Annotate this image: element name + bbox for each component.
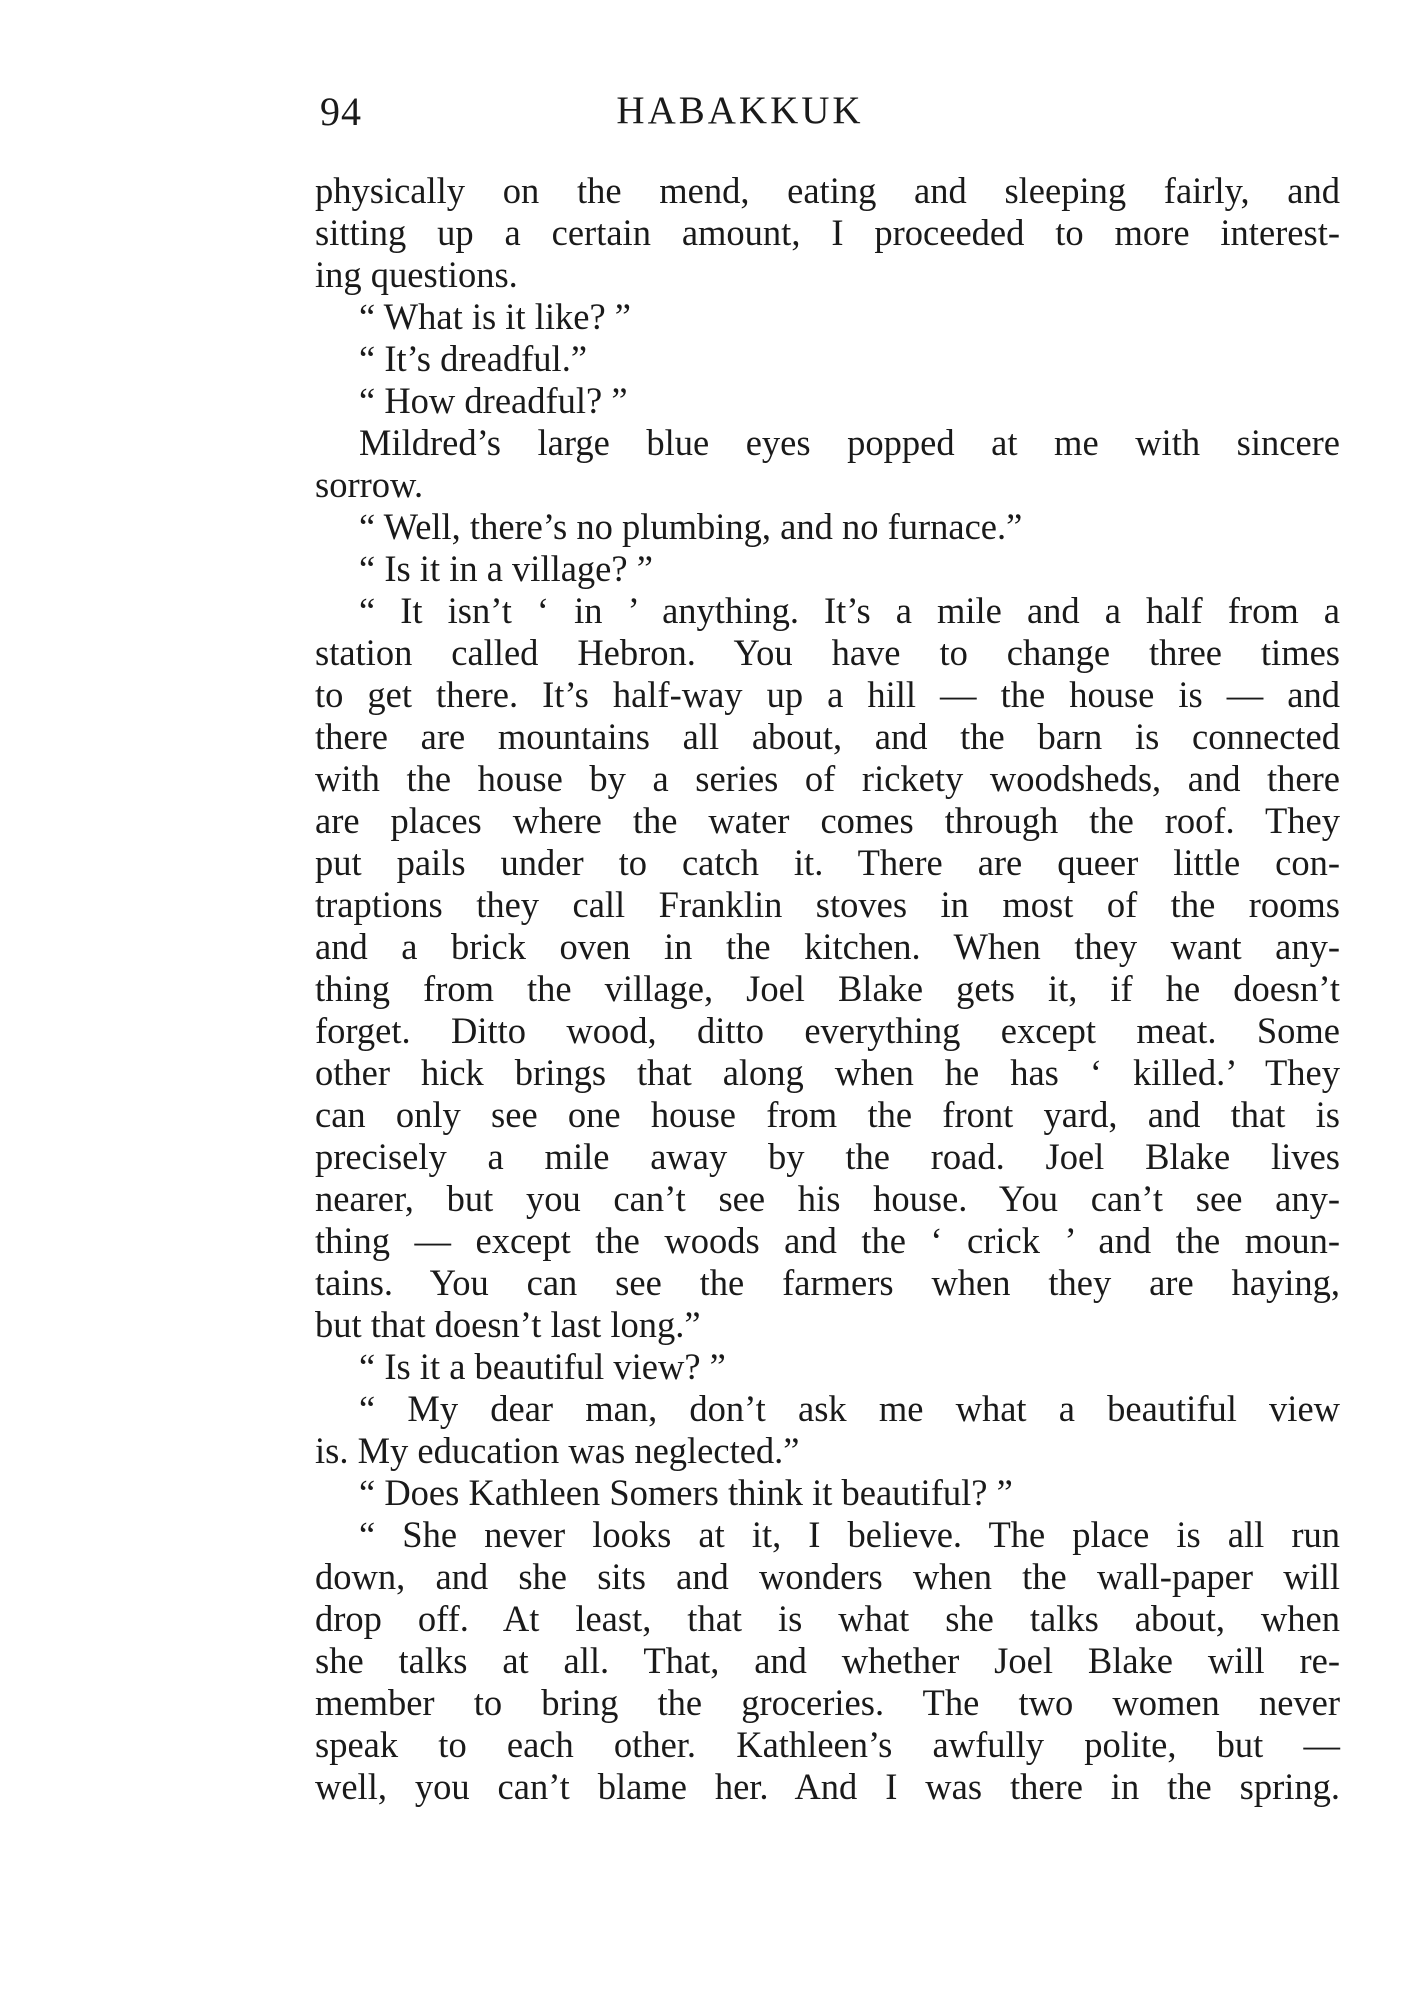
text-line: to get there. It’s half-way up a hill — the house is — and bbox=[315, 674, 1340, 715]
text-line: well, you can’t blame her. And I was there in the spring. bbox=[315, 1766, 1340, 1807]
text-line: thing from the village, Joel Blake gets it, if he doesn’t bbox=[315, 968, 1340, 1009]
text-line: station called Hebron. You have to change three times bbox=[315, 632, 1340, 673]
text-line: “ What is it like? ” bbox=[359, 296, 631, 337]
text-line: precisely a mile away by the road. Joel Blake lives bbox=[315, 1136, 1340, 1177]
text-line: Mildred’s large blue eyes popped at me with sincere bbox=[359, 422, 1340, 463]
page-header bbox=[320, 88, 1160, 138]
text-line: nearer, but you can’t see his house. You can’t see any- bbox=[315, 1178, 1340, 1219]
text-line: “ It’s dreadful.” bbox=[359, 338, 588, 379]
text-line: traptions they call Franklin stoves in most of the rooms bbox=[315, 884, 1340, 925]
text-line: and a brick oven in the kitchen. When they want any- bbox=[315, 926, 1340, 967]
page-number: 94 bbox=[320, 89, 362, 134]
text-line: “ My dear man, don’t ask me what a beautiful view bbox=[359, 1388, 1340, 1429]
text-line: thing — except the woods and the ‘ crick ’ and the moun- bbox=[315, 1220, 1340, 1261]
text-line: sitting up a certain amount, I proceeded to more interest- bbox=[315, 212, 1340, 253]
text-line: but that doesn’t last long.” bbox=[315, 1304, 701, 1345]
running-head: HABAKKUK bbox=[616, 89, 864, 132]
text-line: down, and she sits and wonders when the wall-paper will bbox=[315, 1556, 1340, 1597]
text-line: put pails under to catch it. There are queer little con- bbox=[315, 842, 1340, 883]
text-line: other hick brings that along when he has ‘ killed.’ They bbox=[315, 1052, 1340, 1093]
text-line: are places where the water comes through the roof. They bbox=[315, 800, 1340, 841]
text-line: with the house by a series of rickety woodsheds, and there bbox=[315, 758, 1340, 799]
text-line: “ Is it in a village? ” bbox=[359, 548, 653, 589]
text-line: can only see one house from the front yard, and that is bbox=[315, 1094, 1340, 1135]
text-line: ing questions. bbox=[315, 254, 518, 295]
text-line: member to bring the groceries. The two women never bbox=[315, 1682, 1340, 1723]
text-line: “ How dreadful? ” bbox=[359, 380, 628, 421]
text-line: “ Does Kathleen Somers think it beautiful? ” bbox=[359, 1472, 1013, 1513]
text-line: “ Is it a beautiful view? ” bbox=[359, 1346, 726, 1387]
text-line: “ It isn’t ‘ in ’ anything. It’s a mile and a half from a bbox=[359, 590, 1340, 631]
text-line: she talks at all. That, and whether Joel Blake will re- bbox=[315, 1640, 1340, 1681]
text-line: speak to each other. Kathleen’s awfully polite, but — bbox=[315, 1724, 1340, 1765]
text-line: sorrow. bbox=[315, 464, 424, 505]
text-line: physically on the mend, eating and sleeping fairly, and bbox=[315, 170, 1340, 211]
text-line: is. My education was neglected.” bbox=[315, 1430, 800, 1471]
text-line: “ She never looks at it, I believe. The place is all run bbox=[359, 1514, 1340, 1555]
body-text bbox=[315, 170, 1340, 1808]
text-line: drop off. At least, that is what she talks about, when bbox=[315, 1598, 1340, 1639]
text-line: forget. Ditto wood, ditto everything except meat. Some bbox=[315, 1010, 1340, 1051]
text-line: tains. You can see the farmers when they are haying, bbox=[315, 1262, 1340, 1303]
text-line: “ Well, there’s no plumbing, and no furnace.” bbox=[359, 506, 1023, 547]
text-line: there are mountains all about, and the barn is connected bbox=[315, 716, 1340, 757]
